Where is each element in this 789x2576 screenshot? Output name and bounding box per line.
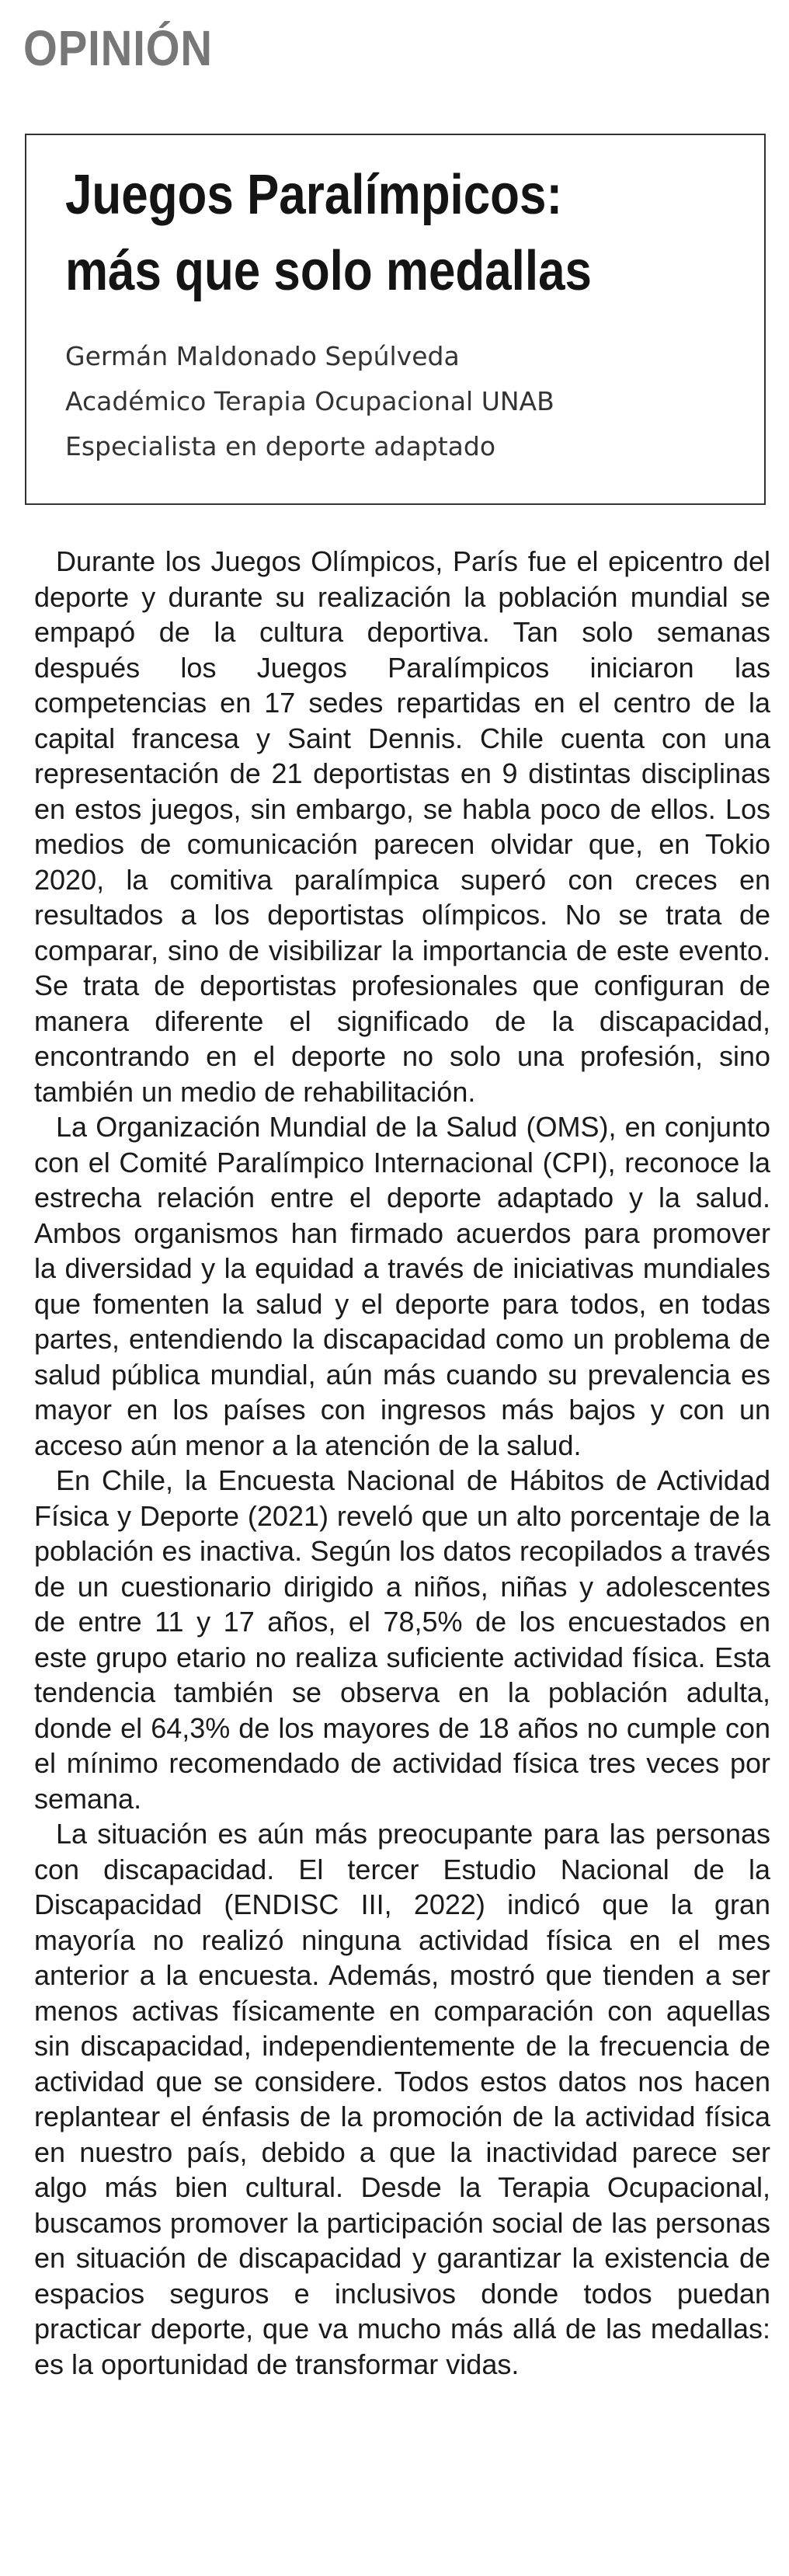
author-role: Académico Terapia Ocupacional UNAB (65, 386, 554, 416)
article-paragraph-3: En Chile, la Encuesta Nacional de Hábitos de Actividad Física y Deporte (2021) reveló que un alto porcentaje de la población es inactiva. Según los datos recopilados a través de un cuestionario dirigido a niños, niñas y adolescentes de entre 11 y 17 años, el 78,5% de los encuestados en este grupo etario no realiza suficiente actividad física. Esta tendencia también se observa en la población adulta, donde el 64,3% de los mayores de 18 años no cumple con el mínimo recomendado de actividad física tres veces por semana. (34, 1464, 770, 1815)
article-paragraph-1: Durante los Juegos Olímpicos, París fue el epicentro del deporte y durante su realización la población mundial se empapó de la cultura deportiva. Tan solo semanas después los Juegos Paralímpicos iniciaron las competencias en 17 sedes repartidas en el centro de la capital francesa y Saint Dennis. Chile cuenta con una representación de 21 deportistas en 9 distintas disciplinas en estos juegos, sin embargo, se habla poco de ellos. Los medios de comunicación parecen olvidar que, en Tokio 2020, la comitiva paralímpica superó con creces en resultados a los deportistas olímpicos. No se trata de comparar, sino de visibilizar la importancia de este evento. Se trata de deportistas profesionales que configuran de manera diferente el significado de la discapacidad, encontrando en el deporte no solo una profesión, sino también un medio de rehabilitación. (34, 545, 770, 1108)
author-name: Germán Maldonado Sepúlveda (65, 341, 460, 371)
article-paragraph-4: La situación es aún más preocupante para las personas con discapacidad. El tercer Estudio Nacional de la Discapacidad (ENDISC III, 2022) indicó que la gran mayoría no realizó ninguna actividad física en el mes anterior a la encuesta. Además, mostró que tienden a ser menos activas físicamente en comparación con aquellas sin discapacidad, independientemente de la frecuencia de actividad que se considere. Todos estos datos nos hacen replantear el énfasis de la promoción de la actividad física en nuestro país, debido a que la inactividad parece ser algo más bien cultural. Desde la Terapia Ocupacional, buscamos promover la participación social de las personas en situación de discapacidad y garantizar la existencia de espacios seguros e inclusivos donde todos puedan practicar deporte, que va mucho más allá de las medallas: es la oportunidad de transformar vidas. (34, 1818, 770, 2380)
article-title-line-2: más que solo medallas (65, 240, 592, 302)
section-label: OPINIÓN (23, 20, 213, 76)
article-paragraph-2: La Organización Mundial de la Salud (OMS), en conjunto con el Comité Paralímpico Internacional (CPI), reconoce la estrecha relación entre el deporte adaptado y la salud. Ambos organismos han firmado acuerdos para promover la diversidad y la equidad a través de iniciativas mundiales que fomenten la salud y el deporte para todos, en todas partes, entendiendo la discapacidad como un problema de salud pública mundial, aún más cuando su prevalencia es mayor en los países con ingresos más bajos y con un acceso aún menor a la atención de la salud. (34, 1111, 770, 1461)
article-title (65, 157, 592, 309)
article-body (34, 544, 770, 2382)
article-title-line-1: Juegos Paralímpicos: (65, 164, 563, 226)
headline-box (25, 134, 766, 505)
author-byline (65, 334, 554, 469)
author-specialty: Especialista en deporte adaptado (65, 431, 496, 461)
